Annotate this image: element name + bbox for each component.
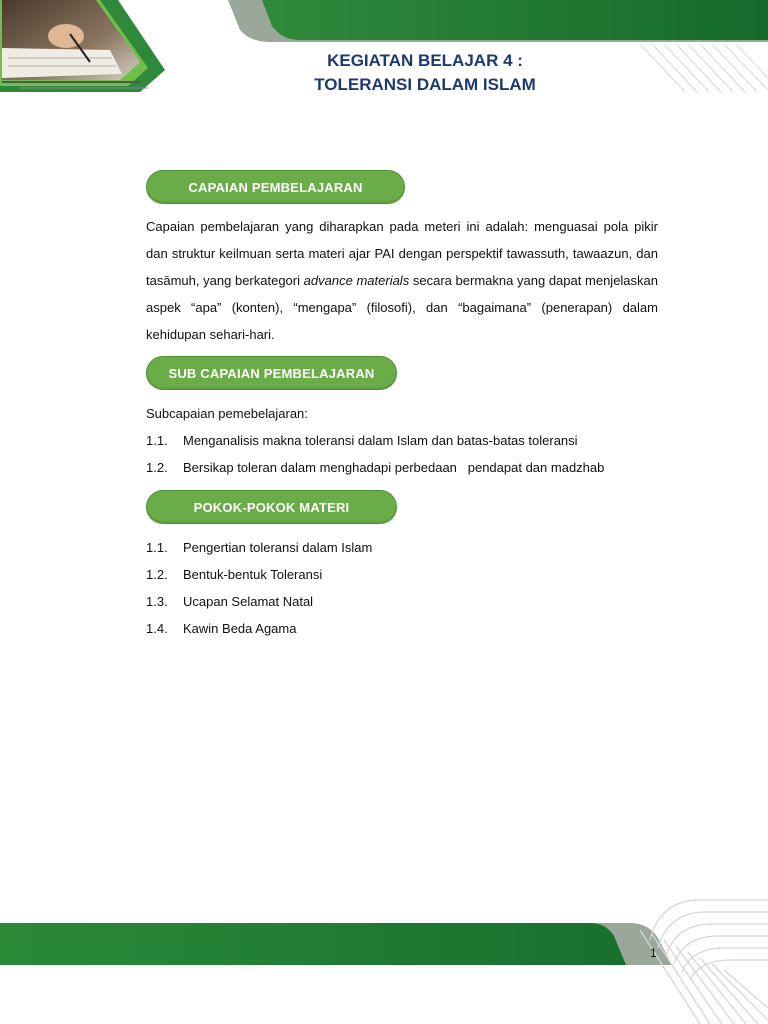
capaian-text-after: secara bermakna yang dapat menjelaskan aspek “apa” (konten), “mengapa” (filosofi), dan “bagaimana” (penerapan) dalam kehidupan sehari-hari. xyxy=(146,273,658,342)
list-item xyxy=(146,539,372,557)
list-item-number: 1.4. xyxy=(146,621,168,636)
title-line-2: TOLERANSI DALAM ISLAM xyxy=(314,75,536,94)
pokok-heading: POKOK-POKOK MATERI xyxy=(146,490,397,524)
list-item-text: Kawin Beda Agama xyxy=(183,621,297,636)
sub-capaian-heading: SUB CAPAIAN PEMBELAJARAN xyxy=(146,356,397,390)
list-item-number: 1.1. xyxy=(146,433,168,448)
title-line-1: KEGIATAN BELAJAR 4 : xyxy=(327,51,523,70)
list-item-number: 1.2. xyxy=(146,567,168,582)
list-item-text: Ucapan Selamat Natal xyxy=(183,594,314,609)
list-item xyxy=(146,459,604,477)
list-item xyxy=(146,566,322,584)
capaian-text-before: Capaian pembelajaran yang diharapkan pada meteri ini adalah: menguasai pola pikir dan struktur keilmuan serta materi ajar PAI dengan perspektif tawassuth, tawaazun, dan tasāmuh, yang berkategori xyxy=(146,219,658,288)
capaian-paragraph xyxy=(146,213,658,348)
capaian-text-italic: advance materials xyxy=(303,273,410,288)
sub-capaian-intro: Subcapaian pemebelajaran: xyxy=(146,406,308,421)
list-item-text: Pengertian toleransi dalam Islam xyxy=(183,540,373,555)
list-item xyxy=(146,432,578,450)
writing-hand-photo xyxy=(0,0,160,95)
capaian-heading: CAPAIAN PEMBELAJARAN xyxy=(146,170,405,204)
list-item-text: Menganalisis makna toleransi dalam Islam dan batas-batas toleransi xyxy=(183,433,578,448)
list-item-text: Bersikap toleran dalam menghadapi perbedaan pendapat dan madzhab xyxy=(183,460,605,475)
list-item xyxy=(146,620,296,638)
page-number: 1 xyxy=(650,946,657,960)
list-item-number: 1.2. xyxy=(146,460,168,475)
list-item-number: 1.3. xyxy=(146,594,168,609)
page-title xyxy=(230,49,620,97)
list-item xyxy=(146,593,313,611)
list-item-number: 1.1. xyxy=(146,540,168,555)
list-item-text: Bentuk-bentuk Toleransi xyxy=(183,567,323,582)
